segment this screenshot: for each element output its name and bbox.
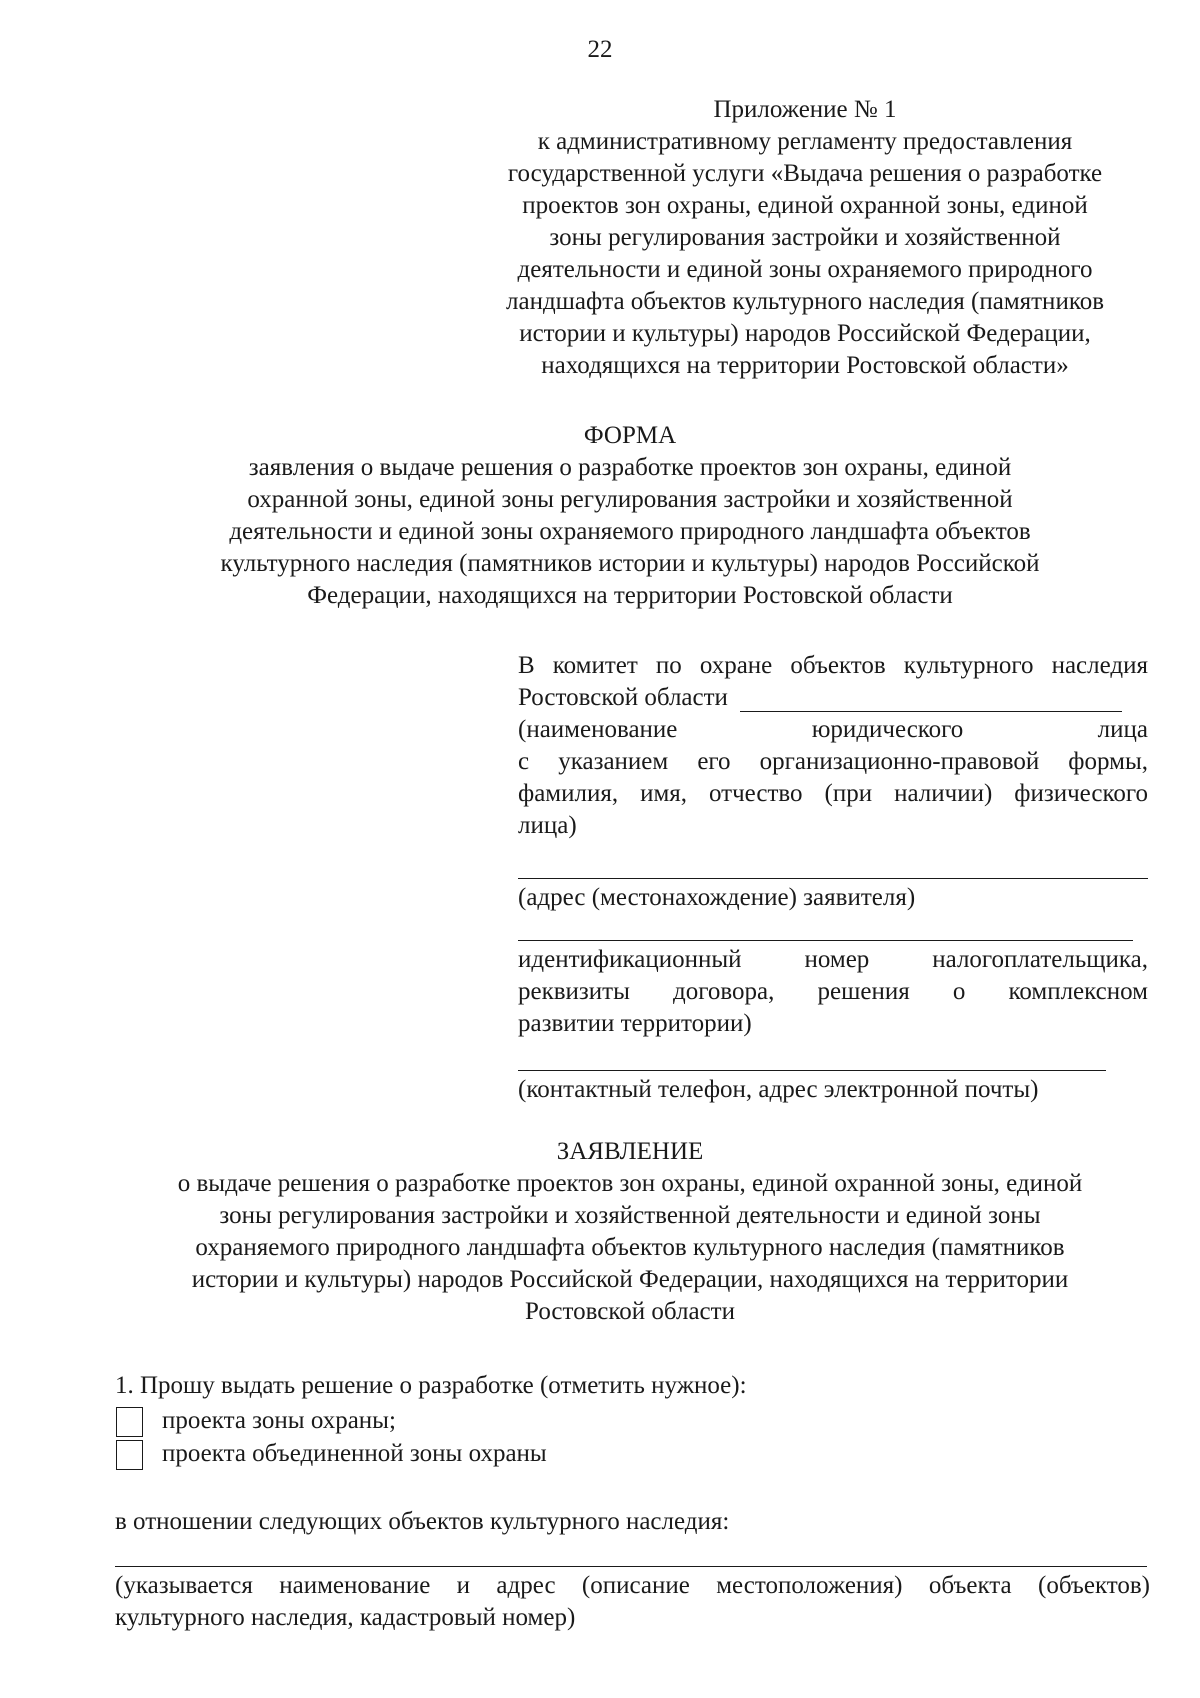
statement-subtitle-line: истории и культуры) народов Российской Федерации, находящихся на территории — [191, 1266, 1069, 1293]
inn-hint: развитии территории) — [518, 1010, 752, 1037]
statement-title: ЗАЯВЛЕНИЕ — [556, 1138, 704, 1165]
appendix-block — [462, 94, 1148, 382]
statement-heading — [110, 1136, 1150, 1328]
form-subtitle-line: Федерации, находящихся на территории Ростовской области — [307, 582, 953, 609]
appendix-title: Приложение № 1 — [713, 96, 897, 123]
appendix-line: находящихся на территории Ростовской области» — [541, 352, 1069, 379]
form-subtitle-line: заявления о выдаче решения о разработке проектов зон охраны, единой — [248, 454, 1012, 481]
option-label: проекта зоны охраны; — [162, 1407, 396, 1434]
appendix-line: государственной услуги «Выдача решения о разработке — [507, 160, 1103, 187]
appendix-line: ландшафта объектов культурного наследия (памятников — [506, 288, 1104, 315]
addressee-block — [518, 650, 1148, 1106]
addressee-region: Ростовской области — [518, 684, 728, 711]
inn-hint: реквизиты договора, решения о комплексном — [518, 978, 1148, 1005]
page-number: 22 — [587, 36, 613, 63]
form-subtitle-line: охранной зоны, единой зоны регулирования застройки и хозяйственной — [247, 486, 1013, 513]
form-heading — [0, 420, 1200, 612]
appendix-line: к административному регламенту предоставления — [537, 128, 1073, 155]
objects-hint: (указывается наименование и адрес (описание местоположения) объекта (объектов) — [115, 1572, 1150, 1599]
appendix-line: деятельности и единой зоны охраняемого природного — [517, 256, 1093, 283]
statement-subtitle-line: зоны регулирования застройки и хозяйственной деятельности и единой зоны — [219, 1202, 1041, 1229]
appendix-line: истории и культуры) народов Российской Федерации, — [519, 320, 1091, 347]
objects-field[interactable] — [115, 1566, 1147, 1567]
addressee-line-with-field — [518, 682, 1148, 714]
checkbox-combined-zone-project[interactable] — [116, 1440, 143, 1470]
objects-hint: культурного наследия, кадастровый номер) — [115, 1604, 576, 1631]
applicant-name-hint: фамилия, имя, отчество (при наличии) физического — [518, 780, 1148, 807]
address-hint: (адрес (местонахождение) заявителя) — [518, 884, 916, 911]
form-subtitle-line: деятельности и единой зоны охраняемого природного ландшафта объектов — [229, 518, 1031, 545]
contact-field[interactable] — [518, 1070, 1106, 1071]
addressee-line: В комитет по охране объектов культурного наследия — [518, 652, 1148, 679]
form-subtitle-line: культурного наследия (памятников истории и культуры) народов Российской — [220, 550, 1040, 577]
applicant-name-field[interactable] — [740, 711, 1122, 712]
option-label: проекта объединенной зоны охраны — [162, 1440, 547, 1467]
request-section — [115, 1370, 1150, 1634]
applicant-name-hint: (наименование юридического лица — [518, 716, 1148, 743]
applicant-name-hint: лица) — [518, 812, 577, 839]
inn-field[interactable] — [518, 940, 1133, 941]
contact-hint: (контактный телефон, адрес электронной почты) — [518, 1076, 1039, 1103]
address-field[interactable] — [518, 878, 1148, 879]
statement-subtitle-line: о выдаче решения о разработке проектов зон охраны, единой охранной зоны, единой — [177, 1170, 1083, 1197]
request-item-1: 1. Прошу выдать решение о разработке (отметить нужное): — [115, 1372, 747, 1399]
checkbox-zone-project[interactable] — [116, 1407, 143, 1437]
statement-subtitle-line: охраняемого природного ландшафта объектов культурного наследия (памятников — [195, 1234, 1065, 1261]
option-combined-zone-project[interactable] — [115, 1438, 1150, 1470]
option-zone-project[interactable] — [115, 1405, 1150, 1437]
objects-label: в отношении следующих объектов культурного наследия: — [115, 1508, 730, 1535]
appendix-line: зоны регулирования застройки и хозяйственной — [549, 224, 1061, 251]
statement-subtitle-line: Ростовской области — [525, 1298, 735, 1325]
form-title: ФОРМА — [583, 422, 677, 449]
inn-hint: идентификационный номер налогоплательщика, — [518, 946, 1148, 973]
applicant-name-hint: с указанием его организационно-правовой формы, — [518, 748, 1148, 775]
appendix-line: проектов зон охраны, единой охранной зоны, единой — [522, 192, 1088, 219]
